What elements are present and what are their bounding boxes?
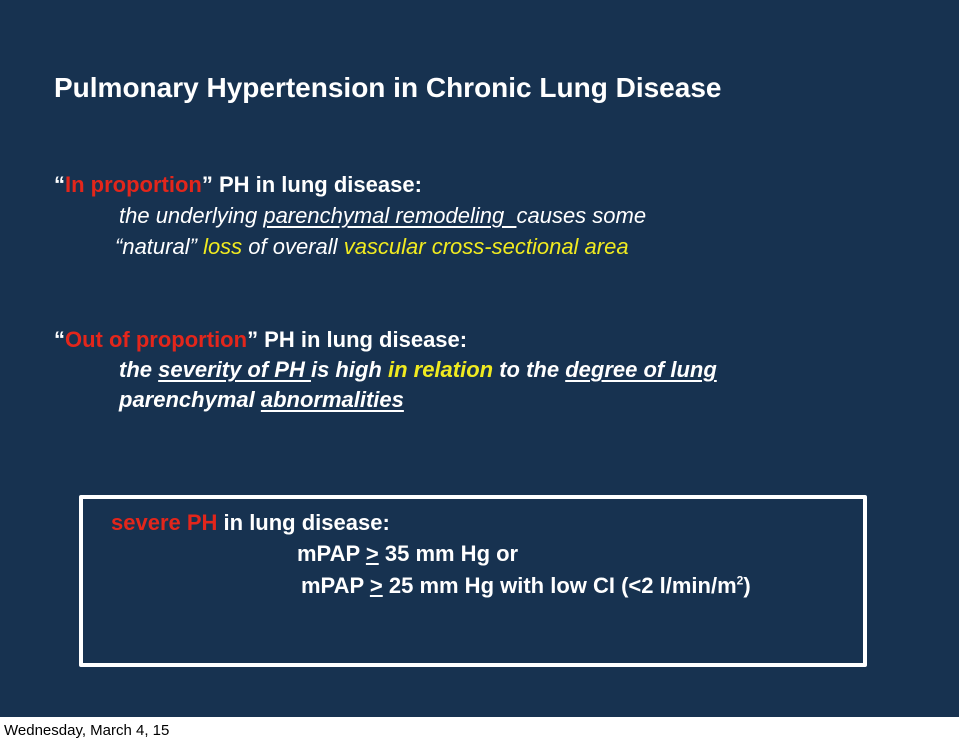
text-segment: causes some (516, 203, 647, 228)
close-quote: ” (189, 234, 197, 259)
close-quote: ” (201, 172, 213, 197)
text-segment: 25 mm Hg with low CI (<2 l/min/m (382, 573, 737, 598)
in-proportion-heading (54, 170, 422, 200)
footer-date: Wednesday, March 4, 15 (4, 722, 170, 739)
in-proportion-term: In proportion (65, 172, 202, 197)
close-quote: ” (247, 327, 259, 352)
text-segment: the (119, 357, 159, 382)
open-quote: “ (115, 234, 123, 259)
out-of-proportion-line-3 (119, 385, 404, 415)
in-proportion-rest: PH in lung disease: (212, 172, 422, 197)
text-segment: parenchymal (119, 387, 261, 412)
severe-ph-term: severe PH (111, 510, 218, 535)
out-of-proportion-heading (54, 325, 467, 355)
underlined-text: degree of lung (565, 357, 717, 382)
highlight-area: vascular cross-sectional area (343, 234, 629, 259)
out-of-proportion-rest: PH in lung disease: (258, 327, 468, 352)
criterion-2 (301, 571, 751, 601)
underlined-text: severity of PH (158, 357, 311, 382)
open-quote: “ (54, 172, 65, 197)
text-segment: ) (743, 573, 751, 598)
highlight-loss: loss (203, 234, 243, 259)
severe-ph-rest: in lung disease: (217, 510, 390, 535)
criterion-1 (297, 539, 518, 569)
text-segment: is high (310, 357, 388, 382)
severe-ph-heading (111, 508, 390, 538)
ge-symbol: > (369, 573, 383, 598)
highlight-relation: in relation (387, 357, 494, 382)
in-proportion-line-2 (119, 201, 646, 231)
text-segment: mPAP (297, 541, 366, 566)
superscript: 2 (736, 573, 744, 588)
in-proportion-line-3 (115, 232, 629, 262)
text-segment: mPAP (301, 573, 370, 598)
out-of-proportion-line-2 (119, 355, 717, 385)
text-segment: to the (493, 357, 566, 382)
text-segment: 35 mm Hg or (378, 541, 519, 566)
text-segment: natural (122, 234, 190, 259)
text-segment: the underlying (119, 203, 264, 228)
slide-title: Pulmonary Hypertension in Chronic Lung Disease (54, 72, 722, 103)
text-segment: of overall (242, 234, 344, 259)
out-of-proportion-term: Out of proportion (65, 327, 248, 352)
ge-symbol: > (365, 541, 379, 566)
open-quote: “ (54, 327, 65, 352)
underlined-text: parenchymal remodeling (263, 203, 517, 228)
underlined-text: abnormalities (260, 387, 404, 412)
